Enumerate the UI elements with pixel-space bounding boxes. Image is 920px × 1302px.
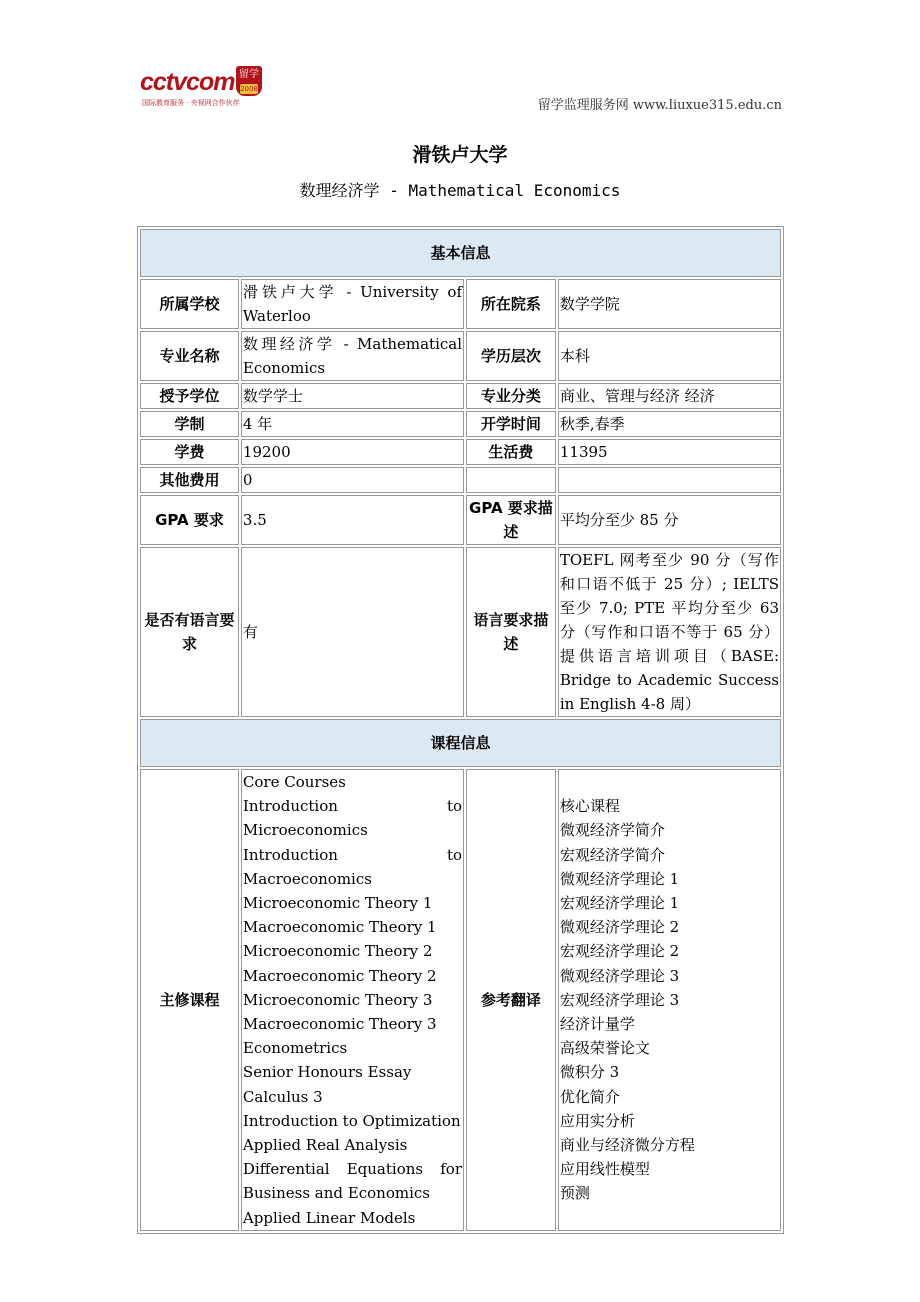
gpa-desc-value: 平均分至少 85 分 — [558, 495, 781, 545]
list-item: Econometrics — [242, 1039, 348, 1058]
logo-tagline: 国际教育服务 · 央视网合作伙伴 — [142, 99, 240, 107]
other-fee-value: 0 — [241, 467, 464, 493]
gpa-desc-label: GPA 要求描述 — [466, 495, 556, 545]
lang-desc-value: TOEFL 网考至少 90 分（写作和口语不低于 25 分）; IELTS 至少 7.0; PTE 平均分至少 63 分（写作和口语不等于 65 分） 提供语言培训项目（BASE: Bridge to Academic Success in English 4-8 周） — [558, 547, 781, 717]
section-title-courses: 课程信息 — [140, 719, 781, 767]
table-row — [140, 769, 781, 1231]
degree-label: 授予学位 — [140, 383, 239, 409]
list-item: Microeconomic Theory 1 — [242, 894, 433, 913]
table-row — [140, 279, 781, 329]
liuxue-badge-icon — [236, 66, 262, 96]
english-course-list — [241, 769, 464, 1231]
table-row — [140, 331, 781, 381]
lang-req-value: 有 — [241, 547, 464, 717]
list-item: Microeconomic Theory 3 — [242, 990, 433, 1009]
lang-desc-label: 语言要求描述 — [466, 547, 556, 717]
list-item: Applied Real Analysis — [242, 1136, 408, 1155]
faculty-value: 数学学院 — [558, 279, 781, 329]
page-title: 滑铁卢大学 — [412, 144, 508, 166]
list-item: 预测 — [559, 1184, 590, 1203]
logo-wordmark: cctvcom — [140, 68, 235, 96]
intake-label: 开学时间 — [466, 411, 556, 437]
list-item: 宏观经济学理论 2 — [559, 942, 680, 961]
school-value: 滑铁卢大学 - University of Waterloo — [241, 279, 464, 329]
duration-label: 学制 — [140, 411, 239, 437]
table-row — [140, 411, 781, 437]
list-item: 商业与经济微分方程 — [559, 1136, 695, 1155]
program-info-table — [137, 226, 784, 1234]
list-item: 宏观经济学理论 3 — [559, 990, 680, 1009]
list-item: 核心课程 — [559, 797, 620, 816]
site-link[interactable]: 留学监理服务网 www.liuxue315.edu.cn — [537, 98, 782, 113]
empty-cell — [558, 467, 781, 493]
living-label: 生活费 — [466, 439, 556, 465]
main-courses-label: 主修课程 — [140, 769, 239, 1231]
degree-value: 数学学士 — [241, 383, 464, 409]
list-item: Introduction to Microeconomics — [242, 797, 463, 840]
chinese-course-list — [558, 769, 781, 1231]
gpa-value: 3.5 — [241, 495, 464, 545]
list-item: 应用线性模型 — [559, 1160, 650, 1179]
lang-req-label: 是否有语言要求 — [140, 547, 239, 717]
list-item: Macroeconomic Theory 1 — [242, 918, 437, 937]
gpa-label: GPA 要求 — [140, 495, 239, 545]
list-item: 宏观经济学理论 1 — [559, 894, 680, 913]
other-fee-label: 其他费用 — [140, 467, 239, 493]
list-item: 优化简介 — [559, 1087, 620, 1106]
list-item: 微观经济学理论 3 — [559, 966, 680, 985]
section-title-basic: 基本信息 — [140, 229, 781, 277]
category-label: 专业分类 — [466, 383, 556, 409]
list-item: 微观经济学理论 1 — [559, 869, 680, 888]
badge-top-text: 留学 — [239, 69, 259, 80]
table-row — [140, 547, 781, 717]
list-item: Macroeconomic Theory 2 — [242, 966, 437, 985]
list-item: 高级荣誉论文 — [559, 1039, 650, 1058]
list-item: 宏观经济学简介 — [559, 845, 665, 864]
duration-value: 4 年 — [241, 411, 464, 437]
list-item: 微积分 3 — [559, 1063, 620, 1082]
table-row — [140, 383, 781, 409]
list-item: Introduction to Macroeconomics — [242, 845, 463, 888]
basic-info-header-row — [140, 229, 781, 277]
level-value: 本科 — [558, 331, 781, 381]
tuition-value: 19200 — [241, 439, 464, 465]
badge-bottom-text: 2008 — [240, 85, 258, 93]
list-item: 应用实分析 — [559, 1111, 635, 1130]
major-value: 数理经济学 - Mathematical Economics — [241, 331, 464, 381]
category-value: 商业、管理与经济 经济 — [558, 383, 781, 409]
level-label: 学历层次 — [466, 331, 556, 381]
list-item: Differential Equations for Business and Economics — [242, 1160, 463, 1203]
list-item: Core Courses — [242, 773, 346, 791]
list-item: Senior Honours Essay — [242, 1063, 412, 1082]
major-label: 专业名称 — [140, 331, 239, 381]
list-item: 经济计量学 — [559, 1015, 635, 1034]
table-row — [140, 439, 781, 465]
list-item: 微观经济学理论 2 — [559, 918, 680, 937]
table-row — [140, 467, 781, 493]
table-row — [140, 495, 781, 545]
cctv-logo — [140, 64, 270, 112]
faculty-label: 所在院系 — [466, 279, 556, 329]
empty-cell — [466, 467, 556, 493]
list-item: Applied Linear Models — [242, 1208, 416, 1227]
intake-value: 秋季,春季 — [558, 411, 781, 437]
list-item: Macroeconomic Theory 3 — [242, 1015, 437, 1034]
list-item: Calculus 3 — [242, 1087, 323, 1106]
page-subtitle: 数理经济学 - Mathematical Economics — [299, 181, 621, 200]
list-item: 微观经济学简介 — [559, 821, 665, 840]
school-label: 所属学校 — [140, 279, 239, 329]
list-item: Introduction to Optimization — [242, 1111, 461, 1130]
course-info-header-row — [140, 719, 781, 767]
living-value: 11395 — [558, 439, 781, 465]
reference-translation-label: 参考翻译 — [466, 769, 556, 1231]
tuition-label: 学费 — [140, 439, 239, 465]
list-item: Microeconomic Theory 2 — [242, 942, 433, 961]
